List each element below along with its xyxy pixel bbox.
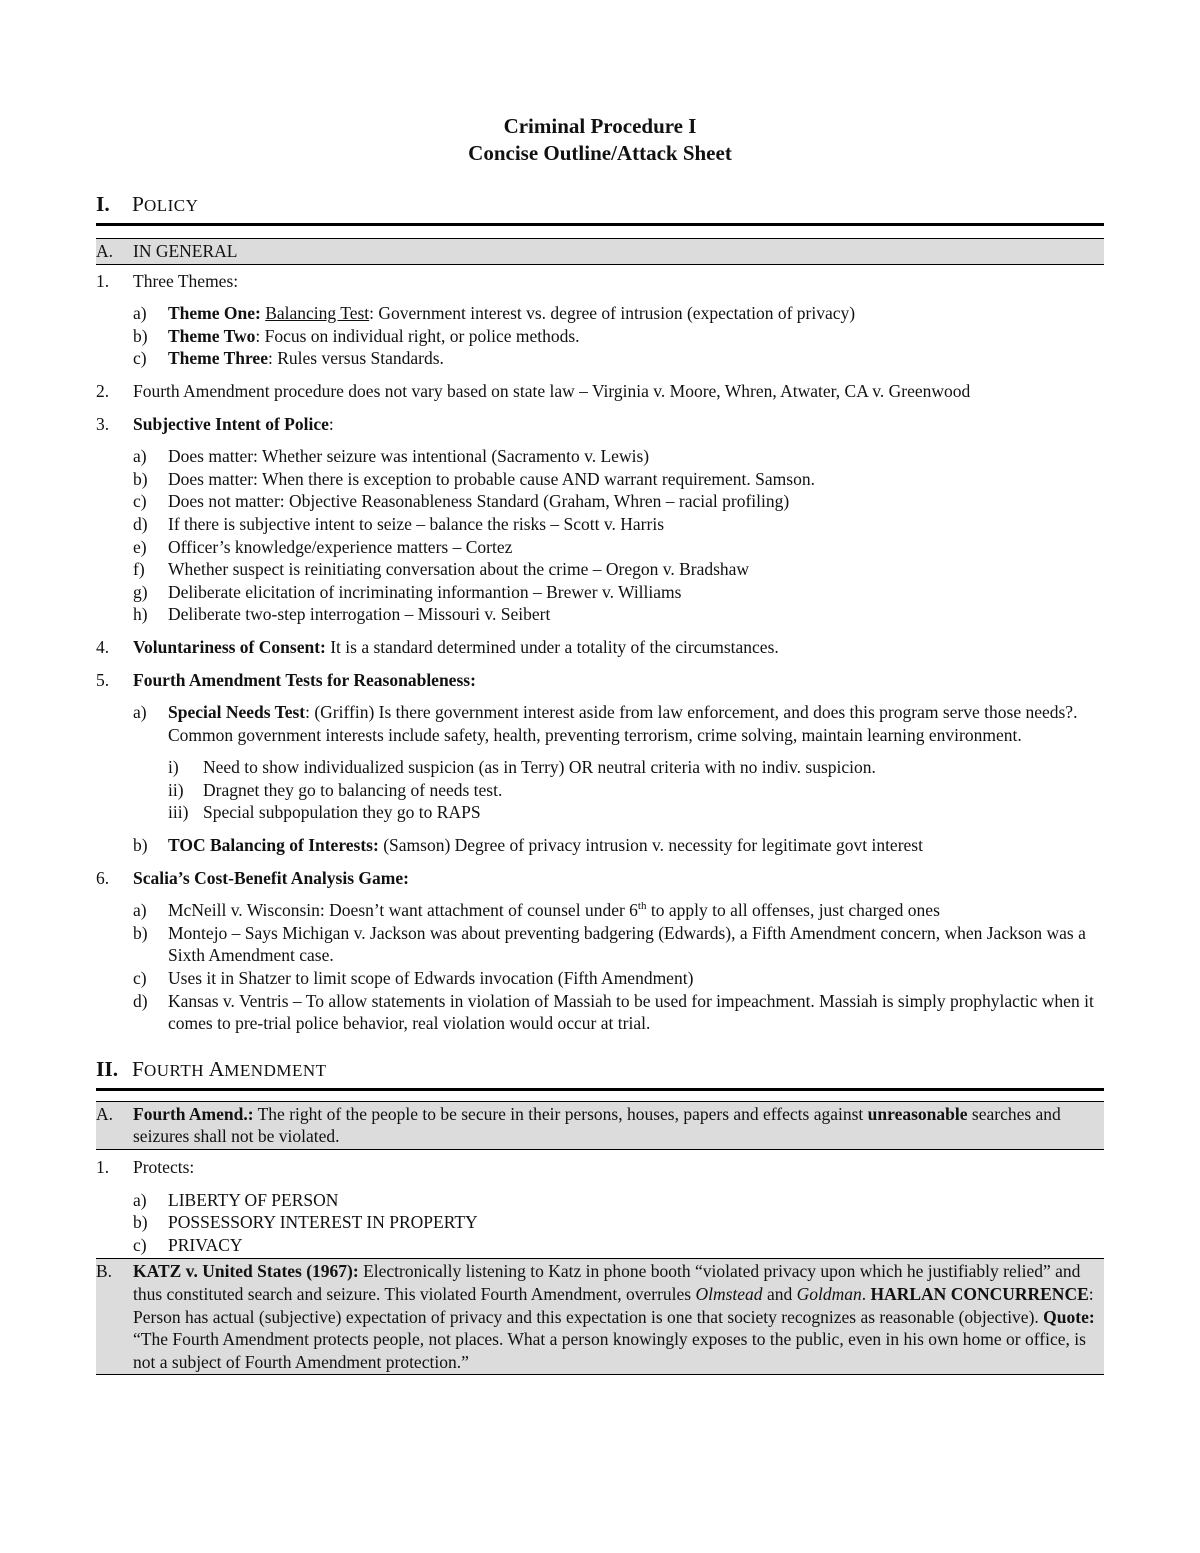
section-heading-policy: I. POLICY bbox=[96, 192, 199, 216]
outline-subitem: a) Does matter: Whether seizure was intentional (Sacramento v. Lewis) bbox=[133, 446, 650, 467]
section-heading-fourth-amendment: II. FOURTH AMENDMENT bbox=[96, 1056, 327, 1081]
section-number: I. bbox=[96, 192, 110, 216]
outline-subitem: e) Officer’s knowledge/experience matters – Cortez bbox=[133, 536, 513, 557]
outline-item: 5. Fourth Amendment Tests for Reasonableness: bbox=[96, 669, 476, 690]
outline-subitem: f) Whether suspect is reinitiating conversation about the crime – Oregon v. Bradshaw bbox=[133, 559, 750, 580]
document-page bbox=[96, 0, 1104, 1375]
outline-subitem: g) Deliberate elicitation of incriminating informantion – Brewer v. Williams bbox=[133, 581, 682, 602]
subsection-fourth-amend: A. Fourth Amend.: The right of the people to be secure in their persons, houses, papers and effects against unreasonable searches and seizures shall not be violated. bbox=[96, 1101, 1104, 1150]
subsection-katz: B. KATZ v. United States (1967): Electronically listening to Katz in phone booth “violated privacy upon which he justifiably relied” and thus constituted search and seizure. This violated Fourth Amendment, overrules Olmstead and Goldman. HARLAN CONCURRENCE: Person has actual (subjective) expectation of privacy and this expectation is one that society recognizes as reasonable (objective). Quote: “The Fourth Amendment protects people, not places. What a person knowingly exposes to the public, even in his own home or office, is not a subject of Fourth Amendment protection.” bbox=[96, 1258, 1104, 1375]
outline-subitem: a) McNeill v. Wisconsin: Doesn’t want attachment of counsel under 6th to apply to all offenses, just charged ones bbox=[133, 900, 940, 921]
outline-subitem: c) Does not matter: Objective Reasonableness Standard (Graham, Whren – racial profiling) bbox=[133, 491, 790, 512]
outline-item: 6. Scalia’s Cost-Benefit Analysis Game: bbox=[96, 867, 409, 888]
outline-subitem: a) Special Needs Test: (Griffin) Is there government interest aside from law enforcement, and does this program serve those needs?. Common government interests include safety, health, preventing terrorism, crime solving, maintain learning environment. bbox=[133, 702, 1078, 745]
doc-title: Criminal Procedure I bbox=[503, 114, 697, 138]
outline-subitem: b) TOC Balancing of Interests: (Samson) Degree of privacy intrusion v. necessity for legitimate govt interest bbox=[133, 835, 923, 856]
outline-subsubitem: i) Need to show individualized suspicion (as in Terry) OR neutral criteria with no indiv. suspicion. bbox=[168, 757, 876, 778]
outline-subsubitem: ii) Dragnet they go to balancing of needs test. bbox=[168, 779, 503, 800]
section-number: II. bbox=[96, 1056, 119, 1081]
outline-subitem: c) Uses it in Shatzer to limit scope of Edwards invocation (Fifth Amendment) bbox=[133, 968, 694, 989]
outline-item: 3. Subjective Intent of Police: bbox=[96, 413, 334, 434]
outline-subitem: c) Theme Three: Rules versus Standards. bbox=[133, 348, 444, 369]
outline-subitem: b) Does matter: When there is exception to probable cause AND warrant requirement. Samson. bbox=[133, 468, 815, 489]
outline-subitem: a) Theme One: Balancing Test: Government interest vs. degree of intrusion (expectation of privacy) bbox=[133, 303, 856, 324]
outline-subitem: b) POSSESSORY INTEREST IN PROPERTY bbox=[133, 1212, 478, 1233]
outline-item: 1. Three Themes: bbox=[96, 270, 239, 291]
outline-subsubitem: iii) Special subpopulation they go to RAPS bbox=[168, 802, 481, 823]
doc-subtitle: Concise Outline/Attack Sheet bbox=[468, 141, 732, 165]
outline-subitem: b) Montejo – Says Michigan v. Jackson was about preventing badgering (Edwards), a Fifth Amendment concern, when Jackson was a Sixth Amendment case. bbox=[133, 922, 1086, 966]
outline-subitem: d) Kansas v. Ventris – To allow statements in violation of Massiah to be used for impeachment. Massiah is simply prophylactic when it comes to pre-trial police behavior, real violation would occur at trial. bbox=[133, 990, 1094, 1034]
outline-item: 1. Protects: bbox=[96, 1157, 195, 1177]
outline-subitem: d) If there is subjective intent to seize – balance the risks – Scott v. Harris bbox=[133, 513, 665, 534]
outline-subitem: h) Deliberate two-step interrogation – Missouri v. Seibert bbox=[133, 604, 551, 625]
outline-subitem: a) LIBERTY OF PERSON bbox=[133, 1189, 339, 1210]
outline-subitem: c) PRIVACY bbox=[133, 1234, 243, 1255]
outline-subitem: b) Theme Two: Focus on individual right, or police methods. bbox=[133, 325, 580, 346]
outline-item: 4. Voluntariness of Consent: It is a standard determined under a totality of the circumstances. bbox=[96, 636, 779, 657]
outline-item: 2. Fourth Amendment procedure does not vary based on state law – Virginia v. Moore, Whren, Atwater, CA v. Greenwood bbox=[96, 380, 971, 401]
subsection-heading: A. IN GENERAL bbox=[96, 238, 1104, 265]
